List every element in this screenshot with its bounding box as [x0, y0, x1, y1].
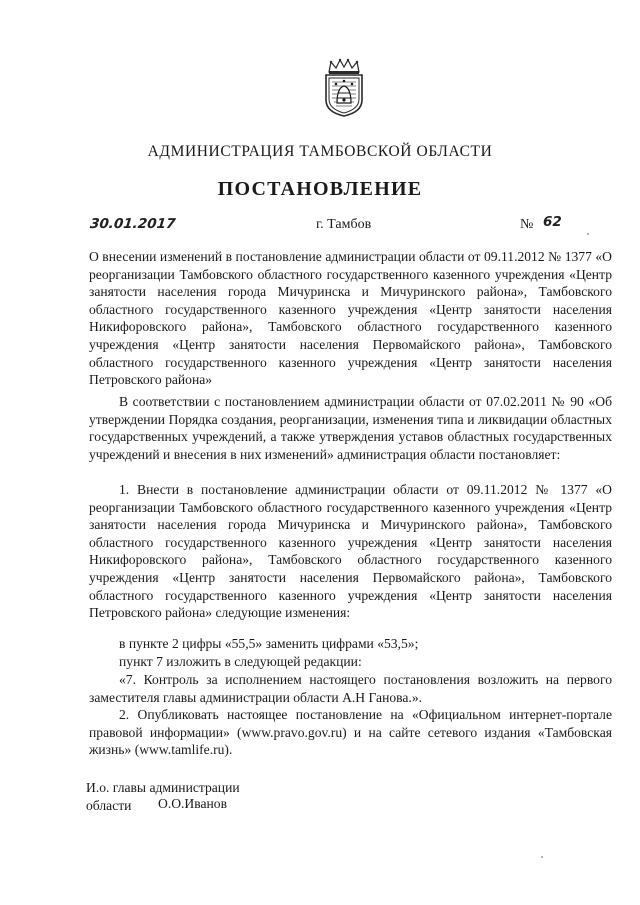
document-title: О внесении изменений в постановление администрации области от 09.11.2012 № 1377 «О реорганизации Тамбовского областного государственного казенного учреждения «Центр занятости населения города Мичуринска и Мичуринского района», Тамбовского областного государственного казенного учреждения «Центр занятости населения Никифоровского района», Тамбовского областного государственного казенного учреждения «Центр занятости населения Первомайского района», Тамбовского областного государственного казенного учреждения «Центр занятости населения Петровского района»	[89, 249, 612, 388]
document-number-label: №	[520, 217, 534, 232]
document-type: ПОСТАНОВЛЕНИЕ	[217, 178, 423, 200]
item-1-quote: «7. Контроль за исполнением настоящего постановления возложить на первого заместителя главы администрации области А.Н Ганова.».	[89, 672, 612, 705]
signatory-position-line-2: области	[86, 797, 132, 813]
signatory-position-line-1: И.о. главы администрации	[86, 780, 240, 795]
organization-name: АДМИНИСТРАЦИЯ ТАМБОВСКОЙ ОБЛАСТИ	[147, 143, 493, 160]
preamble-paragraph: В соответствии с постановлением администрации области от 07.02.2011 № 90 «Об утверждении Порядка создания, реорганизации, изменения типа и ликвидации областных государственных учреждений, а также утверждения уставов областных государственных учреждений и внесения в них изменений» администрация области постановляет:	[89, 394, 612, 462]
scan-speck	[587, 233, 589, 235]
coat-of-arms-icon	[321, 58, 367, 118]
item-1-paragraph: 1. Внести в постановление администрации области от 09.11.2012 № 1377 «О реорганизации Тамбовского областного государственного казенного учреждения «Центр занятости населения города Мичуринска и Мичуринского района», Тамбовского областного государственного казенного учреждения «Центр занятости населения Никифоровского района», Тамбовского областного государственного казенного учреждения «Центр занятости населения Первомайского района», Тамбовского областного государственного казенного учреждения «Центр занятости населения Петровского района» следующие изменения:	[89, 482, 612, 621]
item-1-change-2: пункт 7 изложить в следующей редакции:	[119, 654, 362, 669]
item-2-paragraph: 2. Опубликовать настоящее постановление на «Официальном интернет-портале правовой информации» (www.pravo.gov.ru) и на сайте сетевого издания «Тамбовская жизнь» (www.tamlife.ru).	[89, 707, 612, 758]
document-city: г. Тамбов	[316, 217, 372, 232]
document-date: 30.01.2017	[89, 216, 177, 232]
signatory-name: О.О.Иванов	[158, 796, 228, 811]
item-1-change-1: в пункте 2 цифры «55,5» заменить цифрами «53,5»;	[119, 636, 419, 651]
document-number: 62	[543, 214, 562, 230]
scan-speck	[541, 856, 543, 858]
